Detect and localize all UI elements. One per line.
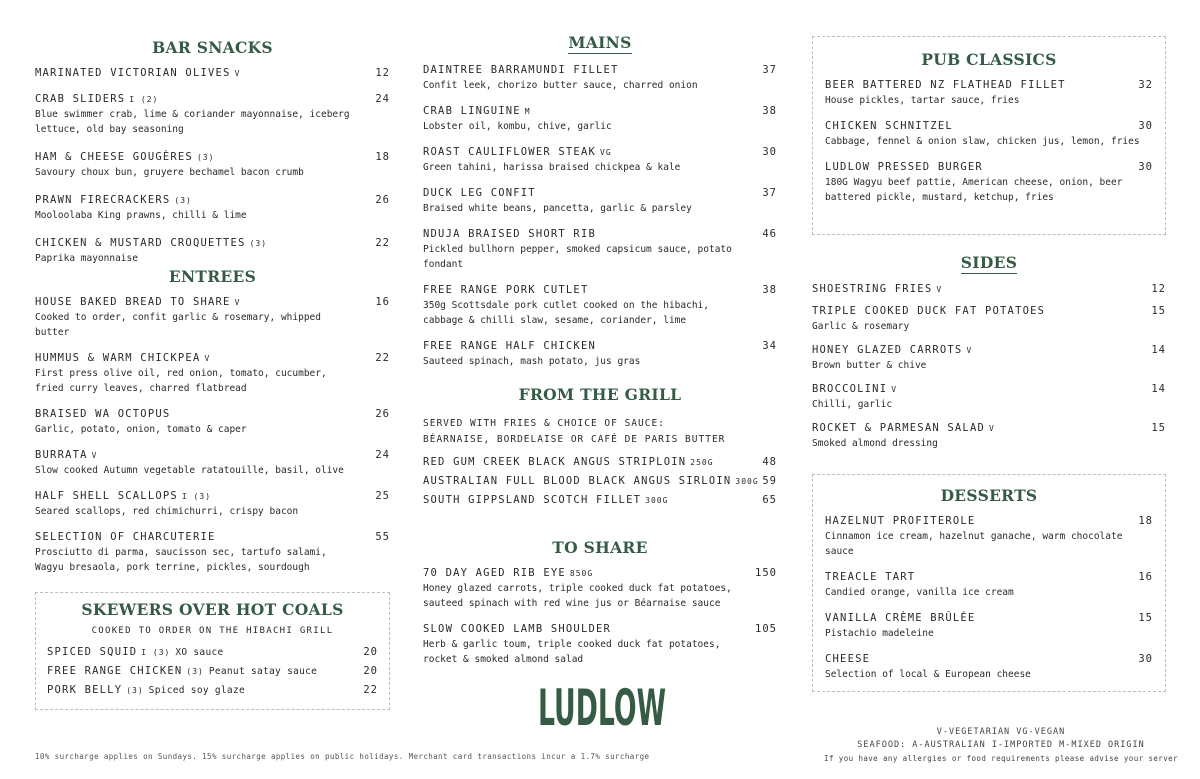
menu-item <box>35 151 390 180</box>
item-tag: V <box>91 451 98 460</box>
grill-intro: SERVED WITH FRIES & CHOICE OF SAUCE: BÉARNAISE, BORDELAISE OR CAFÉ DE PARIS BUTTER <box>423 418 726 445</box>
menu-item <box>423 494 777 506</box>
item-name-text: FREE RANGE CHICKEN <box>47 665 183 677</box>
menu-item <box>825 653 1153 682</box>
item-price: 14 <box>1151 344 1166 356</box>
item-name <box>423 494 777 506</box>
section-title: DESSERTS <box>940 486 1038 505</box>
item-name-text: SOUTH GIPPSLAND SCOTCH FILLET <box>423 494 642 506</box>
item-description: Honey glazed carrots, triple cooked duck fat potatoes, sauteed spinach with red wine jus or Béarnaise sauce <box>423 583 732 609</box>
item-price: 20 <box>363 646 378 658</box>
item-name-text: SLOW COOKED LAMB SHOULDER <box>423 623 612 635</box>
item-name-text: BEER BATTERED NZ FLATHEAD FILLET <box>825 79 1066 91</box>
item-name <box>825 571 1153 583</box>
item-description: Mooloolaba King prawns, chilli & lime <box>35 210 247 221</box>
item-price: 59 <box>762 475 777 487</box>
menu-item <box>35 449 390 478</box>
item-name <box>812 344 1166 356</box>
item-price: 16 <box>375 296 390 308</box>
svg-text:LUDLOW: LUDLOW <box>538 679 666 737</box>
menu-item <box>35 352 390 396</box>
item-description: 180G Wagyu beef pattie, American cheese, onion, beer battered pickle, mustard, ketchup, fries <box>825 177 1123 203</box>
item-tag: VG <box>600 148 612 157</box>
skewer-item <box>47 684 378 696</box>
item-name <box>423 228 777 240</box>
item-name-text: DAINTREE BARRAMUNDI FILLET <box>423 64 619 76</box>
item-name <box>35 490 390 502</box>
item-name <box>825 515 1153 527</box>
item-name-text: BURRATA <box>35 449 88 461</box>
desserts-box <box>812 474 1166 692</box>
menu-item <box>825 612 1153 641</box>
item-price: 15 <box>1138 612 1153 624</box>
item-price: 26 <box>375 194 390 206</box>
item-price: 24 <box>375 449 390 461</box>
item-name <box>423 567 777 579</box>
item-name-text: BRAISED WA OCTOPUS <box>35 408 171 420</box>
item-description: Braised white beans, pancetta, garlic & parsley <box>423 203 692 214</box>
item-sauce: Peanut satay sauce <box>208 666 318 677</box>
item-name <box>423 284 777 296</box>
menu-item <box>812 422 1166 451</box>
item-name <box>35 408 390 420</box>
item-description: Cabbage, fennel & onion slaw, chicken jus, lemon, fries <box>825 136 1140 147</box>
item-name-text: MARINATED VICTORIAN OLIVES <box>35 67 231 79</box>
item-price: 25 <box>375 490 390 502</box>
menu-item <box>423 475 777 487</box>
item-name <box>812 305 1166 317</box>
item-description: Confit leek, chorizo butter sauce, charred onion <box>423 80 698 91</box>
item-price: 12 <box>375 67 390 79</box>
item-tag: V <box>234 298 241 307</box>
item-tag: (3) <box>196 153 215 162</box>
menu-item <box>423 456 777 468</box>
menu-item <box>423 187 777 216</box>
item-name-text: TREACLE TART <box>825 571 916 583</box>
item-name <box>423 64 777 76</box>
item-tag: 300G <box>735 477 759 486</box>
item-name-text: AUSTRALIAN FULL BLOOD BLACK ANGUS SIRLOIN <box>423 475 732 487</box>
item-name <box>35 449 390 461</box>
item-name <box>423 475 777 487</box>
item-price: 37 <box>762 64 777 76</box>
menu-item <box>35 194 390 223</box>
item-name-text: NDUJA BRAISED SHORT RIB <box>423 228 596 240</box>
surcharge-note: 10% surcharge applies on Sundays. 15% surcharge applies on public holidays. Merchant card transactions incur a 1.7% surcharge <box>35 752 650 761</box>
item-name-text: DUCK LEG CONFIT <box>423 187 536 199</box>
item-description: First press olive oil, red onion, tomato, cucumber, fried curry leaves, charred flatbread <box>35 368 327 394</box>
item-tag: 250G <box>690 458 714 467</box>
item-name <box>423 623 777 635</box>
sides-list <box>812 283 1166 451</box>
item-price: 30 <box>762 146 777 158</box>
item-description: 350g Scottsdale pork cutlet cooked on the hibachi, cabbage & chilli slaw, sesame, coriander, lime <box>423 300 709 326</box>
item-description: Savoury choux bun, gruyere bechamel bacon crumb <box>35 167 304 178</box>
item-name <box>35 67 390 79</box>
item-name-text: VANILLA CRÈME BRÛLÉE <box>825 612 976 624</box>
item-price: 22 <box>375 352 390 364</box>
item-price: 30 <box>1138 120 1153 132</box>
menu-item <box>423 340 777 369</box>
item-price: 30 <box>1138 161 1153 173</box>
item-description: Smoked almond dressing <box>812 438 938 449</box>
grill-list <box>423 456 777 506</box>
legend-line: V-VEGETARIAN VG-VEGAN <box>936 727 1066 737</box>
item-name-text: PRAWN FIRECRACKERS <box>35 194 171 206</box>
item-name-text: FREE RANGE HALF CHICKEN <box>423 340 596 352</box>
item-price: 55 <box>375 531 390 543</box>
menu-item <box>825 161 1153 205</box>
item-description: Herb & garlic toum, triple cooked duck fat potatoes, rocket & smoked almond salad <box>423 639 721 665</box>
item-name <box>423 340 777 352</box>
share-section <box>423 538 777 667</box>
item-tag: I (2) <box>129 95 159 104</box>
menu-item <box>825 79 1153 108</box>
menu-item <box>35 408 390 437</box>
menu-item <box>35 531 390 575</box>
item-name-text: PORK BELLY <box>47 684 123 696</box>
item-tag: (3) <box>249 239 268 248</box>
item-description: Candied orange, vanilla ice cream <box>825 587 1014 598</box>
menu-item <box>812 344 1166 373</box>
menu-item <box>423 623 777 667</box>
item-price: 15 <box>1151 422 1166 434</box>
item-tag: I (3) <box>181 492 212 501</box>
item-name <box>35 194 390 206</box>
item-name-text: HUMMUS & WARM CHICKPEA <box>35 352 201 364</box>
item-tag: M <box>524 107 531 116</box>
item-price: 37 <box>762 187 777 199</box>
item-name <box>35 352 390 364</box>
item-description: Slow cooked Autumn vegetable ratatouille, basil, olive <box>35 465 344 476</box>
dietary-legend <box>812 726 1190 765</box>
item-name <box>825 653 1153 665</box>
item-name-text: CHICKEN SCHNITZEL <box>825 120 953 132</box>
item-name-text: 70 DAY AGED RIB EYE <box>423 567 566 579</box>
item-name <box>825 120 1153 132</box>
menu-item <box>825 120 1153 149</box>
item-price: 20 <box>363 665 378 677</box>
item-tag: (3) <box>174 196 192 205</box>
item-name-text: ROAST CAULIFLOWER STEAK <box>423 146 596 158</box>
menu-item <box>423 146 777 175</box>
item-name-text: HAM & CHEESE GOUGÈRES <box>35 151 193 163</box>
item-name <box>825 612 1153 624</box>
item-description: Sauteed spinach, mash potato, jus gras <box>423 356 641 367</box>
legend-line: If you have any allergies or food requirements please advise your server <box>824 754 1178 763</box>
section-title: TO SHARE <box>552 538 648 557</box>
item-description: Pickled bullhorn pepper, smoked capsicum sauce, potato fondant <box>423 244 732 270</box>
item-price: 32 <box>1138 79 1153 91</box>
item-name-text: HOUSE BAKED BREAD TO SHARE <box>35 296 231 308</box>
bar-snacks-section <box>35 38 390 266</box>
item-name-text: TRIPLE COOKED DUCK FAT POTATOES <box>812 305 1046 317</box>
entrees-list <box>35 296 390 575</box>
menu-item <box>825 571 1153 600</box>
item-price: 15 <box>1151 305 1166 317</box>
item-tag: V <box>204 354 211 363</box>
section-title: MAINS <box>568 33 632 52</box>
item-tag: (3) <box>126 686 144 695</box>
item-name <box>35 296 390 308</box>
menu-item <box>35 67 390 79</box>
desserts-list <box>825 515 1153 682</box>
section-title: ENTREES <box>168 267 257 286</box>
section-title: SIDES <box>960 253 1018 272</box>
item-name-text: BROCCOLINI <box>812 383 888 395</box>
item-name <box>35 93 390 105</box>
item-price: 16 <box>1138 571 1153 583</box>
menu-item <box>812 383 1166 412</box>
item-price: 22 <box>375 237 390 249</box>
entrees-section <box>35 267 390 575</box>
item-description: Prosciutto di parma, saucisson sec, tartufo salami, Wagyu bresaola, pork terrine, pickles, sourdough <box>35 547 327 573</box>
item-tag: V <box>891 385 898 394</box>
item-name-text: CHEESE <box>825 653 871 665</box>
item-description: Green tahini, harissa braised chickpea & kale <box>423 162 681 173</box>
item-description: Pistachio madeleine <box>825 628 934 639</box>
item-description: Garlic, potato, onion, tomato & caper <box>35 424 247 435</box>
item-price: 18 <box>1138 515 1153 527</box>
item-name-text: HAZELNUT PROFITEROLE <box>825 515 976 527</box>
menu-item <box>35 237 390 266</box>
item-description: Brown butter & chive <box>812 360 927 371</box>
item-tag: V <box>989 424 995 433</box>
item-price: 38 <box>762 284 777 296</box>
item-name <box>35 151 390 163</box>
item-price: 24 <box>375 93 390 105</box>
item-name-text: ROCKET & PARMESAN SALAD <box>812 422 985 434</box>
menu-item <box>812 283 1166 295</box>
item-name-text: SELECTION OF CHARCUTERIE <box>35 531 216 543</box>
item-name <box>423 187 777 199</box>
item-name <box>35 531 390 543</box>
item-price: 26 <box>375 408 390 420</box>
item-price: 46 <box>762 228 777 240</box>
item-name <box>423 105 777 117</box>
item-name-text: FREE RANGE PORK CUTLET <box>423 284 589 296</box>
item-name <box>812 422 1166 434</box>
skewers-list <box>47 646 378 696</box>
item-tag: (3) <box>186 667 204 676</box>
item-price: 22 <box>363 684 378 696</box>
item-price: 65 <box>762 494 777 506</box>
item-description: House pickles, tartar sauce, fries <box>825 95 1020 106</box>
item-price: 34 <box>762 340 777 352</box>
section-title: FROM THE GRILL <box>518 385 682 404</box>
menu-item <box>35 490 390 519</box>
share-list <box>423 567 777 667</box>
skewer-item <box>47 646 378 658</box>
menu-item <box>35 296 390 340</box>
mains-list <box>423 64 777 369</box>
menu-item <box>423 64 777 93</box>
item-price: 18 <box>375 151 390 163</box>
item-tag: V <box>966 346 973 355</box>
item-description: Cooked to order, confit garlic & rosemary, whipped butter <box>35 312 321 338</box>
item-price: 12 <box>1151 283 1166 295</box>
item-price: 150 <box>755 567 777 579</box>
menu-item <box>423 567 777 611</box>
skewers-box <box>35 592 390 710</box>
item-description: Garlic & rosemary <box>812 321 910 332</box>
item-name <box>812 283 1166 295</box>
item-name-text: RED GUM CREEK BLACK ANGUS STRIPLOIN <box>423 456 687 468</box>
section-title: BAR SNACKS <box>152 38 273 57</box>
menu-item <box>825 515 1153 559</box>
item-name <box>47 665 378 677</box>
item-name-text: SPICED SQUID <box>47 646 138 658</box>
item-description: Seared scallops, red chimichurri, crispy bacon <box>35 506 299 517</box>
item-name <box>47 646 378 658</box>
item-description: Paprika mayonnaise <box>35 253 138 264</box>
legend-line: SEAFOOD: A-AUSTRALIAN I-IMPORTED M-MIXED ORIGIN <box>857 740 1145 750</box>
item-price: 30 <box>1138 653 1153 665</box>
section-title: PUB CLASSICS <box>921 50 1057 69</box>
item-name <box>423 146 777 158</box>
item-description: Selection of local & European cheese <box>825 669 1031 680</box>
item-price: 105 <box>755 623 777 635</box>
item-price: 38 <box>762 105 777 117</box>
item-sauce: XO sauce <box>175 647 224 658</box>
section-subtitle: COOKED TO ORDER ON THE HIBACHI GRILL <box>91 626 334 636</box>
sides-section <box>812 253 1166 451</box>
pub-classics-list <box>825 79 1153 205</box>
item-description: Blue swimmer crab, lime & coriander mayonnaise, iceberg lettuce, old bay seasoning <box>35 109 350 135</box>
item-tag: 850G <box>569 569 594 578</box>
item-name-text: CHICKEN & MUSTARD CROQUETTES <box>35 237 246 249</box>
menu-item <box>35 93 390 137</box>
item-name-text: SHOESTRING FRIES <box>812 283 933 295</box>
item-description: Lobster oil, kombu, chive, garlic <box>423 121 612 132</box>
item-sauce: Spiced soy glaze <box>148 685 245 696</box>
item-name <box>47 684 378 696</box>
mains-section <box>423 33 777 369</box>
bar-snacks-list <box>35 67 390 266</box>
item-name <box>825 161 1153 173</box>
menu-item <box>423 105 777 134</box>
skewer-item <box>47 665 378 677</box>
menu-item <box>812 305 1166 334</box>
item-price: 14 <box>1151 383 1166 395</box>
item-tag: 300G <box>645 496 669 505</box>
item-name <box>35 237 390 249</box>
item-name <box>825 79 1153 91</box>
section-title: SKEWERS OVER HOT COALS <box>81 600 344 619</box>
item-description: Chilli, garlic <box>812 399 893 410</box>
item-description: Cinnamon ice cream, hazelnut ganache, warm chocolate sauce <box>825 531 1123 557</box>
item-name <box>423 456 777 468</box>
grill-section <box>423 385 777 506</box>
item-name-text: CRAB LINGUINE <box>423 105 521 117</box>
item-tag: I (3) <box>141 648 171 657</box>
ludlow-logo <box>536 678 668 737</box>
item-name-text: CRAB SLIDERS <box>35 93 126 105</box>
item-name-text: HALF SHELL SCALLOPS <box>35 490 178 502</box>
item-name-text: LUDLOW PRESSED BURGER <box>825 161 983 173</box>
item-name <box>812 383 1166 395</box>
pub-classics-box <box>812 36 1166 235</box>
item-name-text: HONEY GLAZED CARROTS <box>812 344 963 356</box>
item-tag: V <box>936 285 943 294</box>
item-price: 48 <box>762 456 777 468</box>
item-tag: V <box>234 69 241 78</box>
menu-item <box>423 284 777 328</box>
menu-item <box>423 228 777 272</box>
